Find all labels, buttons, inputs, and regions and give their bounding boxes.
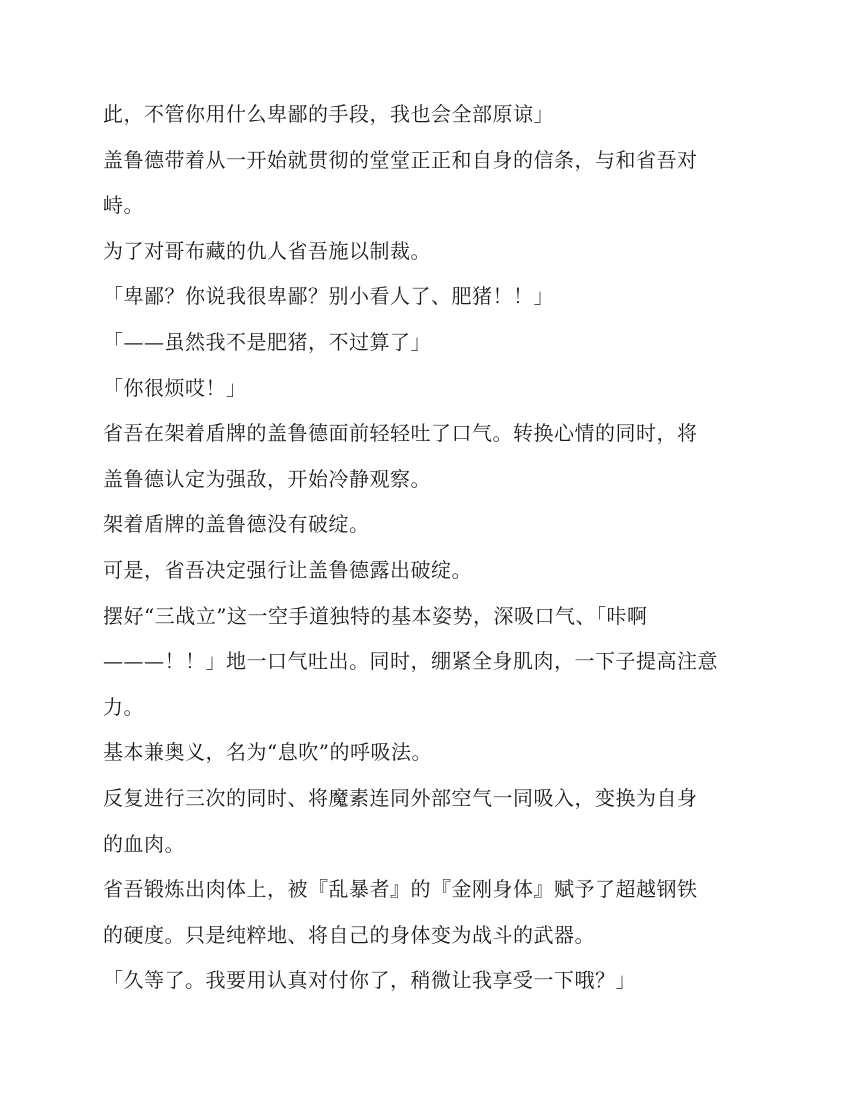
text-line: ———！！」地一口气吐出。同时，绷紧全身肌肉，一下子提高注意	[103, 649, 718, 674]
text-body	[103, 92, 743, 1004]
text-line: 可是，省吾决定强行让盖鲁德露出破绽。	[103, 557, 472, 582]
text-line: 架着盾牌的盖鲁德没有破绽。	[103, 512, 370, 537]
text-line: 「——虽然我不是肥猪，不过算了」	[103, 329, 431, 354]
text-line: 的硬度。只是纯粹地、将自己的身体变为战斗的武器。	[103, 922, 595, 947]
text-line: 「久等了。我要用认真对付你了，稍微让我享受一下哦？」	[103, 968, 636, 993]
text-line: 盖鲁德认定为强敌，开始冷静观察。	[103, 466, 431, 491]
text-line: 基本兼奥义，名为“息吹”的呼吸法。	[103, 740, 432, 765]
text-line: 此，不管你用什么卑鄙的手段，我也会全部原谅」	[103, 102, 554, 126]
text-line: 「卑鄙？你说我很卑鄙？别小看人了、肥猪！！」	[103, 284, 554, 309]
text-line: 峙。	[103, 193, 144, 218]
text-line: 力。	[103, 694, 144, 719]
text-line: 的血肉。	[103, 831, 185, 856]
text-line: 反复进行三次的同时、将魔素连同外部空气一同吸入，变换为自身	[103, 785, 698, 810]
text-line: 省吾锻炼出肉体上，被『乱暴者』的『金刚身体』赋予了超越钢铁	[103, 877, 698, 902]
text-line: 「你很烦哎！」	[103, 375, 247, 400]
text-line: 摆好“三战立”这一空手道独特的基本姿势，深吸口气、「咔啊	[103, 603, 648, 628]
text-line: 为了对哥布藏的仇人省吾施以制裁。	[103, 238, 431, 263]
text-line: 省吾在架着盾牌的盖鲁德面前轻轻吐了口气。转换心情的同时，将	[103, 421, 698, 446]
text-line: 盖鲁德带着从一开始就贯彻的堂堂正正和自身的信条，与和省吾对	[103, 147, 698, 172]
